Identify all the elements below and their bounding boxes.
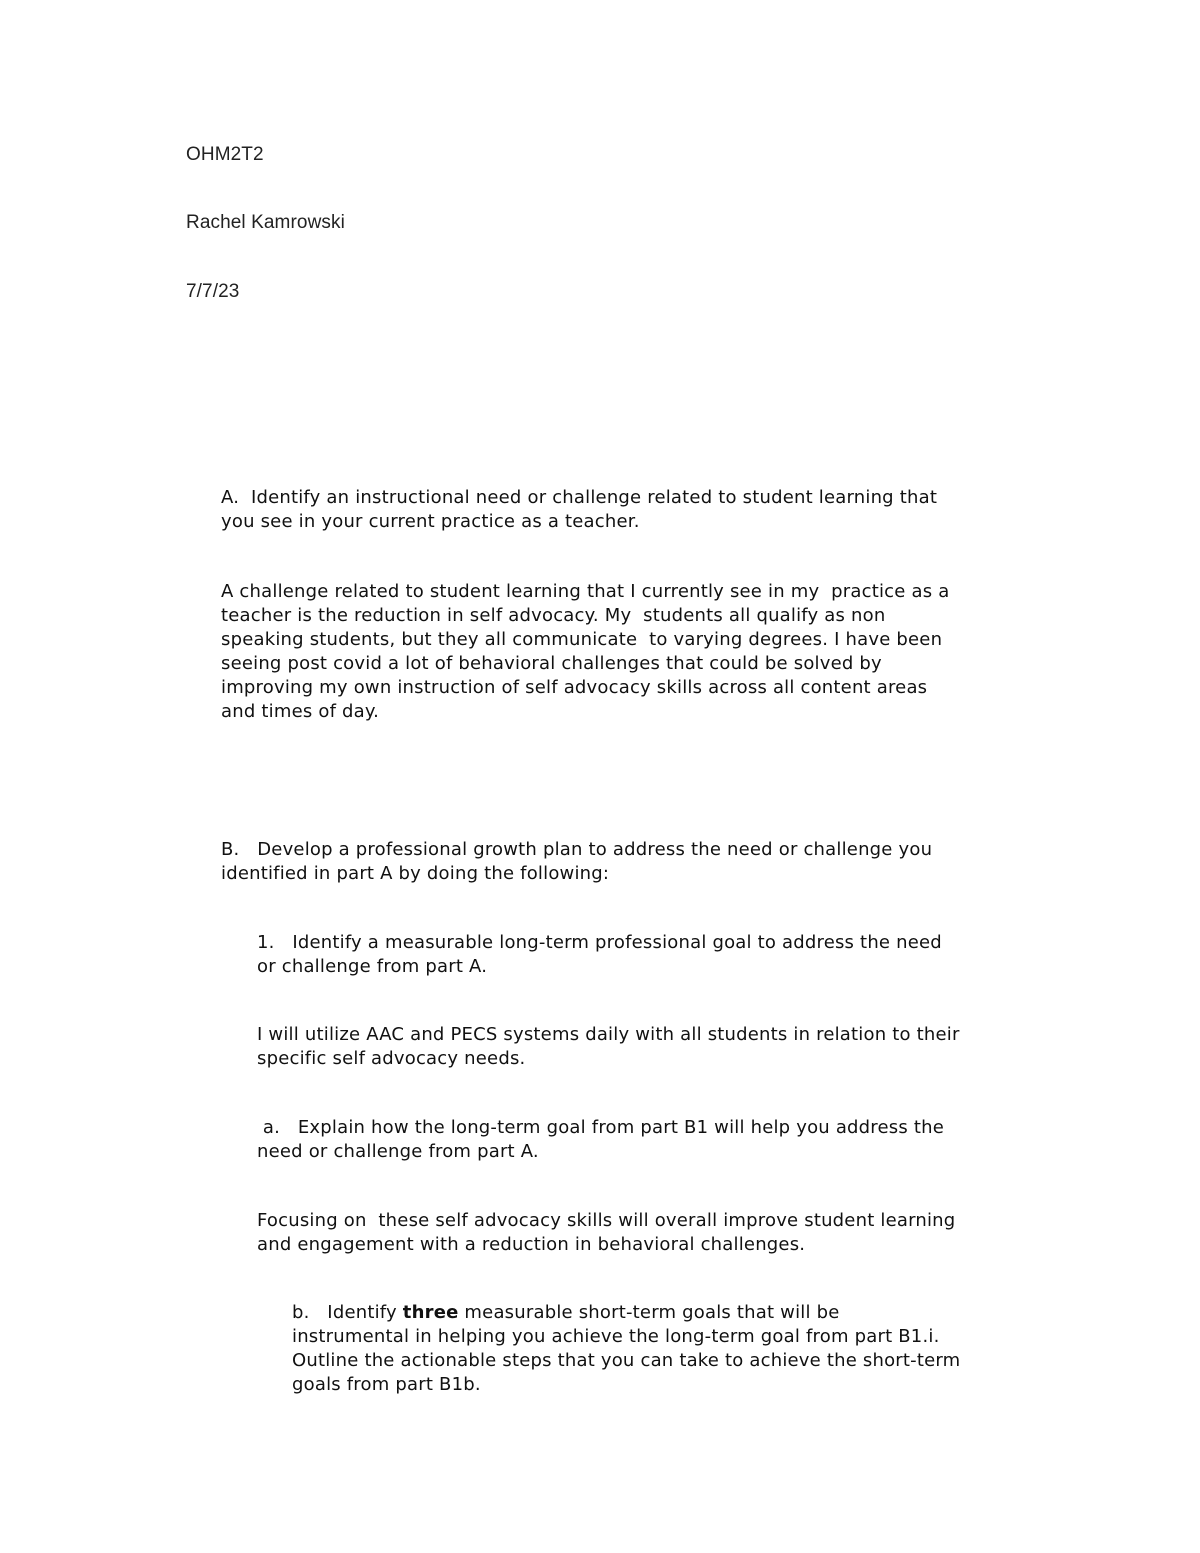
- text-line: goals from part B1b.: [292, 1374, 481, 1395]
- text-line: instrumental in helping you achieve the long-term goal from part B1.i.: [292, 1326, 940, 1347]
- emphasis-three: three: [402, 1302, 459, 1323]
- section-b-prompt: [221, 838, 932, 886]
- text-line: seeing post covid a lot of behavioral challenges that could be solved by: [221, 653, 882, 674]
- section-a-prompt: [221, 486, 937, 534]
- text-line: Outline the actionable steps that you can take to achieve the short-term: [292, 1350, 961, 1371]
- item-a-answer: [257, 1209, 955, 1257]
- text-line: a. Explain how the long-term goal from part B1 will help you address the: [257, 1117, 945, 1138]
- text-line: specific self advocacy needs.: [257, 1048, 526, 1069]
- author-name: Rachel Kamrowski: [186, 212, 345, 233]
- text-line: 1. Identify a measurable long-term professional goal to address the need: [257, 932, 942, 953]
- item-b-suffix: measurable short-term goals that will be: [458, 1302, 840, 1323]
- section-a-answer: [221, 580, 949, 724]
- item-1-answer: [257, 1023, 960, 1071]
- text-line: or challenge from part A.: [257, 956, 488, 977]
- item-b-prefix: b. Identify: [292, 1302, 403, 1323]
- document-date: 7/7/23: [186, 281, 240, 302]
- text-line: Focusing on these self advocacy skills will overall improve student learning: [257, 1210, 956, 1231]
- text-line: you see in your current practice as a teacher.: [221, 511, 640, 532]
- text-line: I will utilize AAC and PECS systems daily with all students in relation to their: [257, 1024, 960, 1045]
- item-b-prompt: [292, 1301, 960, 1397]
- text-line: [292, 1301, 960, 1325]
- text-line: identified in part A by doing the following:: [221, 863, 610, 884]
- text-line: speaking students, but they all communicate to varying degrees. I have been: [221, 629, 943, 650]
- text-line: teacher is the reduction in self advocacy. My students all qualify as non: [221, 605, 886, 626]
- text-line: and engagement with a reduction in behavioral challenges.: [257, 1234, 806, 1255]
- text-line: A challenge related to student learning that I currently see in my practice as a: [221, 581, 950, 602]
- text-line: and times of day.: [221, 701, 380, 722]
- course-code: OHM2T2: [186, 144, 264, 165]
- text-line: need or challenge from part A.: [257, 1141, 539, 1162]
- item-1-prompt: [257, 931, 942, 979]
- text-line: improving my own instruction of self advocacy skills across all content areas: [221, 677, 928, 698]
- text-line: A. Identify an instructional need or challenge related to student learning that: [221, 487, 938, 508]
- text-line: B. Develop a professional growth plan to address the need or challenge you: [221, 839, 933, 860]
- item-a-prompt: [257, 1116, 944, 1164]
